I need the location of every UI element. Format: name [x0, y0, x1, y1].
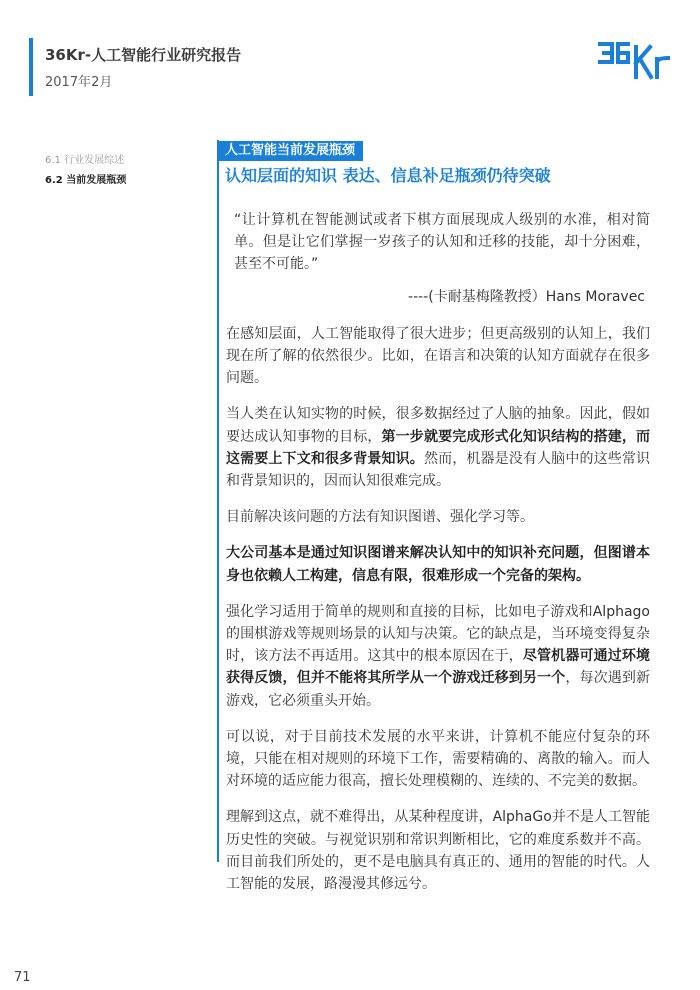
paragraph-methods: 目前解决该问题的方法有知识图谱、强化学习等。	[226, 509, 534, 526]
paragraph-cognition: 当人类在认知实物的时候，很多数据经过了人脑的抽象。因此，假如要达成认知事物的目标，第一步就要完成形式化知识结构的搭建，而这需要上下文和很多背景知识。然而，机器是没有人脑中的这些常识和背景知识的，因而认知很难完成。	[226, 406, 651, 490]
report-date: 2017年2月	[45, 75, 113, 90]
nav-item-current-bottleneck[interactable]: 6.2 当前发展瓶颈	[45, 175, 127, 186]
paragraph-knowledge-graph: 大公司基本是通过知识图谱来解决认知中的知识补充问题，但图谱本身也依赖人工构建，信息有限，很难形成一个完备的架构。	[226, 545, 650, 584]
paragraph-conclusion: 理解到这点，就不难得出，从某种程度讲，AlphaGo并不是人工智能历史性的突破。与视觉识别和常识判断相比，它的难度系数并不高。而目前我们所处的，更不是电脑具有真正的、通用的智能的时代。人工智能的发展，路漫漫其修远兮。	[226, 809, 650, 893]
highlight-transfer: 尽管机器可通过环境获得反馈，但并不能将其所学从一个游戏迁移到另一个	[226, 648, 651, 687]
content-divider-line	[217, 140, 219, 862]
quote-author: ----(卡耐基梅隆教授）Hans Moravec	[408, 288, 645, 305]
paragraph-environment: 可以说，对于目前技术发展的水平来讲，计算机不能应付复杂的环境，只能在相对规则的环境下工作，需要精确的、离散的输入。而人对环境的适应能力很高，擅长处理模糊的、连续的、不完美的数据。	[226, 728, 650, 790]
section-tag: 人工智能当前发展瓶颈	[219, 141, 363, 161]
section-subtitle: 认知层面的知识 表达、信息补足瓶颈仍待突破	[225, 166, 551, 185]
nav-item-industry-overview[interactable]: 6.1 行业发展综述	[45, 155, 125, 166]
page-number: 71	[14, 970, 31, 985]
quote-text: “让计算机在智能测试或者下棋方面展现成人级别的水准，相对简单。但是让它们掌握一岁孩子的认知和迁移的技能，却十分困难，甚至不可能。”	[234, 212, 650, 273]
highlight-knowledge-structure: 第一步就要完成形式化知识结构的搭建，而这需要上下文和很多背景知识。	[226, 428, 651, 467]
paragraph-perception: 在感知层面，人工智能取得了很大进步；但更高级别的认知上，我们现在所了解的依然很少。比如，在语言和决策的认知方面就存在很多问题。	[226, 325, 650, 387]
article-body	[226, 209, 650, 909]
header-accent-bar	[29, 38, 33, 96]
report-title: 36Kr-人工智能行业研究报告	[45, 46, 242, 64]
36kr-logo	[596, 37, 676, 81]
paragraph-reinforcement-learning: 强化学习适用于简单的规则和直接的目标，比如电子游戏和Alphago的围棋游戏等规则场景的认知与决策。它的缺点是，当环境变得复杂时，该方法不再适用。这其中的根本原因在于，尽管机器可通过环境获得反馈，但并不能将其所学从一个游戏迁移到另一个，每次遇到新游戏，它必须重头开始。	[226, 603, 651, 709]
